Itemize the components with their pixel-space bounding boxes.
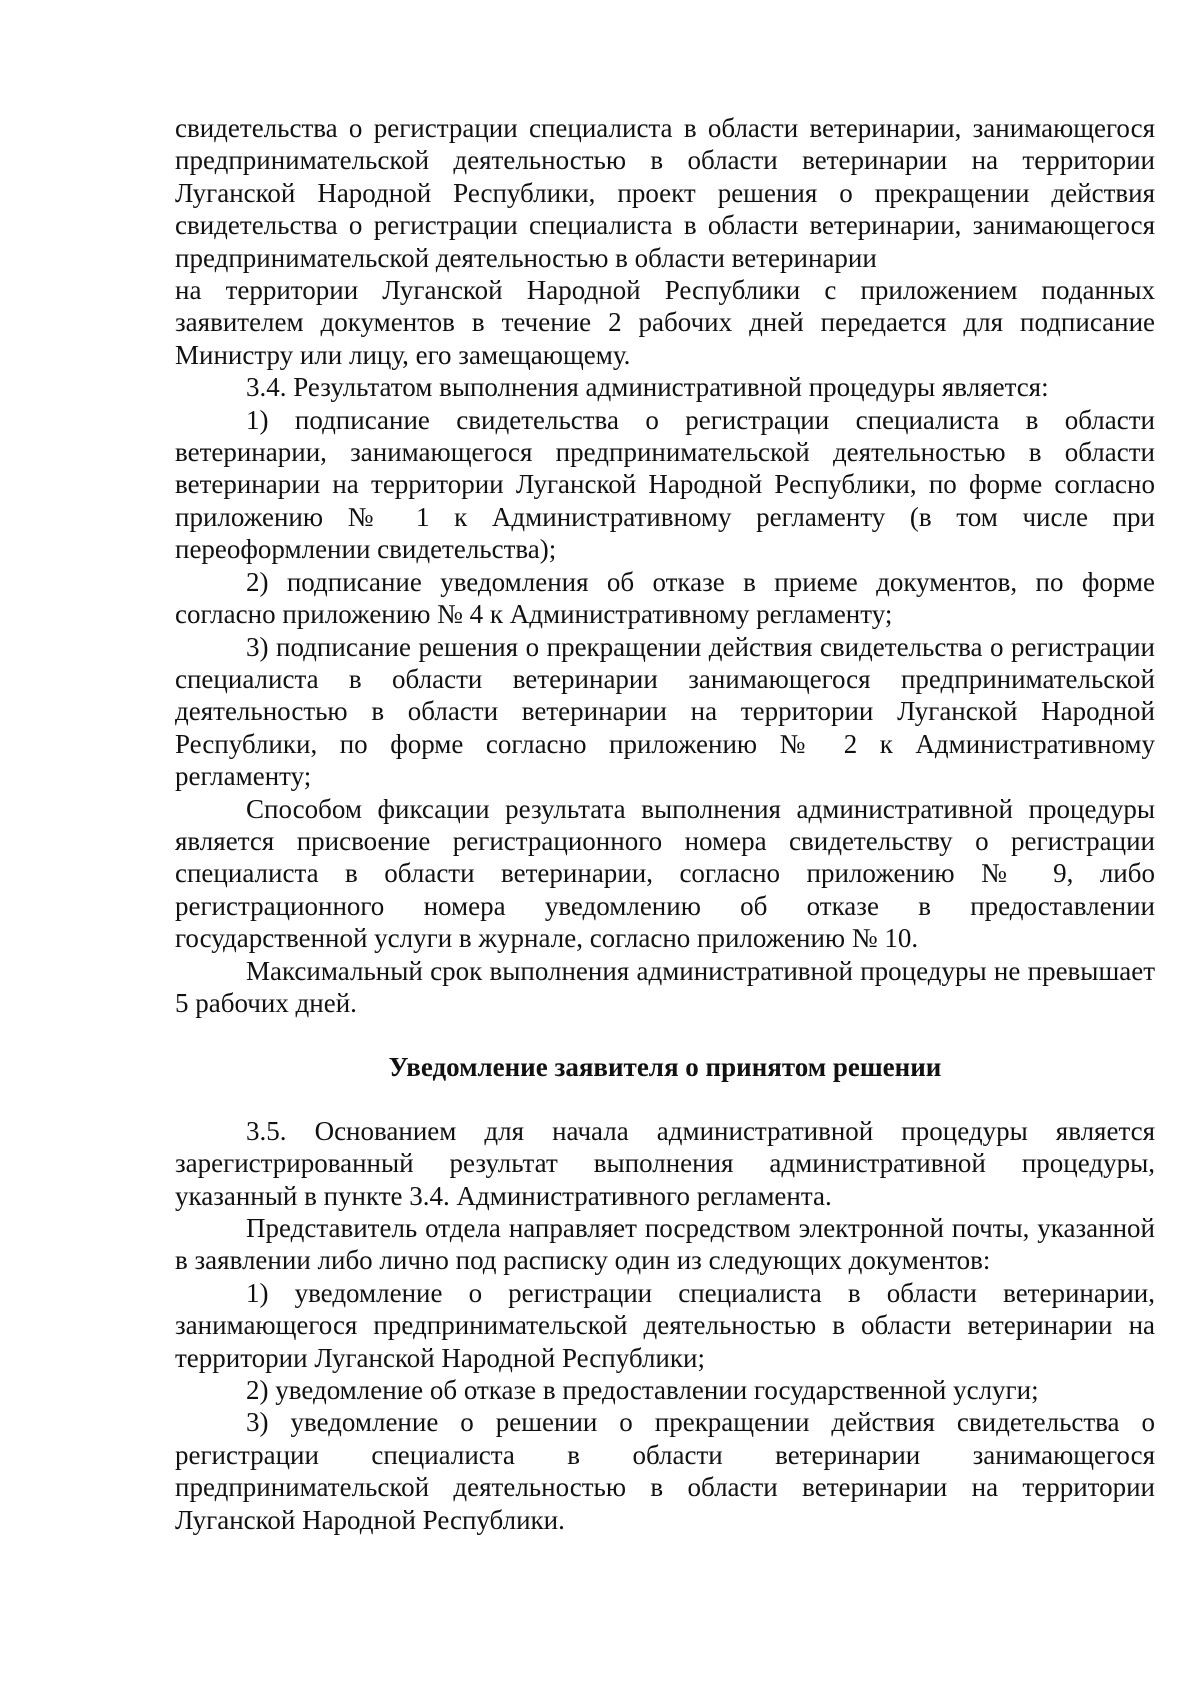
paragraph-max-term: Максимальный срок выполнения административной процедуры не превышает 5 рабочих дней. — [175, 955, 1155, 1018]
list-item-1: 1) подписание свидетельства о регистрации специалиста в области ветеринарии, занимающегося предпринимательской деятельностью в области ветеринарии на территории Луганской Народной Республики, по форме согласно приложению № 1 к Административному регламенту (в том числе при переоформлении свидетельства); — [175, 404, 1155, 565]
list-item-3: 3) подписание решения о прекращении действия свидетельства о регистрации специалиста в области ветеринарии занимающегося предпринимательской деятельностью в области ветеринарии на территории Луганской Народной Республики, по форме согласно приложению № 2 к Административному регламенту; — [175, 631, 1155, 792]
paragraph-department-sends: Представитель отдела направляет посредством электронной почты, указанной в заявлении либо лично под расписку один из следующих документов: — [175, 1213, 1155, 1276]
notice-item-1: 1) уведомление о регистрации специалиста в области ветеринарии, занимающегося предпринимательской деятельностью в области ветеринарии на территории Луганской Народной Республики; — [175, 1277, 1155, 1373]
paragraph-3-5: 3.5. Основанием для начала административной процедуры является зарегистрированный результат выполнения административной процедуры, указанный в пункте 3.4. Административного регламента. — [175, 1115, 1155, 1211]
notice-item-3: 3) уведомление о решении о прекращении действия свидетельства о регистрации специалиста в области ветеринарии занимающегося предпринимательской деятельностью в области ветеринарии на территории Луганской Народной Республики. — [175, 1407, 1155, 1535]
document-body — [175, 112, 1155, 1536]
paragraph-3-4: 3.4. Результатом выполнения административной процедуры является: — [246, 372, 1049, 403]
paragraph-continuation-2: на территории Луганской Народной Республики с приложением поданных заявителем документов в течение 2 рабочих дней передается для подписание Министру или лицу, его замещающему. — [175, 275, 1155, 370]
section-heading: Уведомление заявителя о принятом решении — [388, 1052, 942, 1083]
paragraph-fixation-method: Способом фиксации результата выполнения административной процедуры является присвоение регистрационного номера свидетельству о регистрации специалиста в области ветеринарии, согласно приложению № 9, либо регистрационного номера уведомлению об отказе в предоставлении государственной услуги в журнале, согласно приложению № 10. — [175, 793, 1155, 954]
notice-item-2: 2) уведомление об отказе в предоставлении государственной услуги; — [246, 1375, 1039, 1406]
paragraph-continuation: свидетельства о регистрации специалиста в области ветеринарии, занимающегося предпринимательской деятельностью в области ветеринарии на территории Луганской Народной Республики, проект решения о прекращении действия свидетельства о регистрации специалиста в области ветеринарии, занимающегося предпринимательской деятельностью в области ветеринарии — [175, 113, 1155, 273]
list-item-2: 2) подписание уведомления об отказе в приеме документов, по форме согласно приложению № 4 к Административному регламенту; — [175, 566, 1155, 630]
